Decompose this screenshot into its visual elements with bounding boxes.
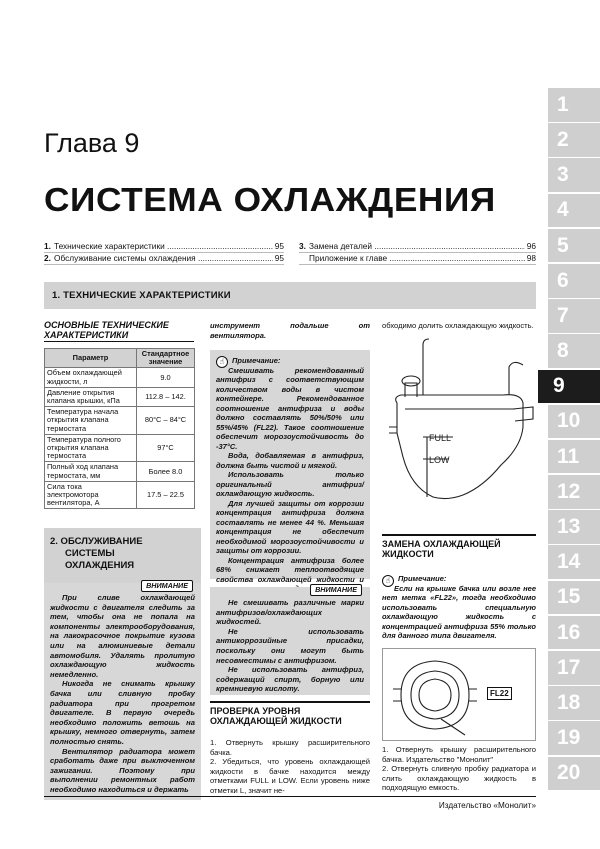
step: 2. Отвернуть сливную пробку радиатора и слить охлаждающую жидкость в подходящую емкость.	[382, 764, 536, 793]
chapter-tab-15[interactable]: 15	[548, 581, 600, 615]
toc-text: Технические характеристики .....	[54, 241, 273, 252]
warning-box-1	[44, 583, 201, 800]
bottom-rule	[44, 796, 536, 797]
chapter-tab-12[interactable]: 12	[548, 475, 600, 509]
table-row	[45, 407, 195, 435]
value-cell: 112.8 – 142.	[137, 387, 195, 406]
chapter-tab-18[interactable]: 18	[548, 686, 600, 720]
coolant-replace-heading: ЗАМЕНА ОХЛАЖДАЮЩЕЙ ЖИДКОСТИ	[382, 534, 536, 559]
chapter-tab-5[interactable]: 5	[548, 229, 600, 263]
warning-text: Не использовать антикоррозийные присадки, поскольку они могут быть несовместимы с антифризом.	[216, 626, 364, 665]
section-heading-maintenance	[44, 528, 201, 586]
coolant-replace-steps	[382, 745, 536, 793]
chapter-tab-7[interactable]: 7	[548, 299, 600, 333]
toc-num: 1.	[44, 241, 51, 251]
chapter-tab-1[interactable]: 1	[548, 88, 600, 122]
chapter-tab-3[interactable]: 3	[548, 158, 600, 192]
section2-line: ОХЛАЖДЕНИЯ	[65, 560, 135, 571]
toc-right	[299, 241, 536, 265]
col2-intro: инструмент подальше от вентилятора.	[210, 321, 370, 340]
col-param: Параметр	[45, 349, 137, 368]
table-row	[45, 434, 195, 462]
warning-label: ВНИМАНИЕ	[141, 580, 193, 592]
chapter-tabs	[548, 88, 600, 792]
specs-table	[44, 348, 195, 509]
toc-item[interactable]	[299, 253, 536, 265]
coolant-check-steps	[210, 738, 370, 796]
note-text: Если на крышке бачка или возле нее нет метка «FL22», тогда необходимо использовать специальную охлаждающую жидкость с концентрацией антифриза 55% только для данного типа двигателя.	[382, 583, 536, 640]
table-row	[45, 462, 195, 481]
value-cell: 97°С	[137, 434, 195, 462]
chapter-label: Глава 9	[44, 128, 140, 158]
step: 2. Убедиться, что уровень охлаждающей жидкости в бачке находится между отметками FULL и LOW. Если уровень ниже отметки L, значит не-	[210, 757, 370, 795]
page-title: СИСТЕМА ОХЛАЖДЕНИЯ	[44, 181, 496, 218]
param-cell: Объем охлаждающей жидкости, л	[45, 368, 137, 387]
tank-full-mark: FULL	[429, 433, 452, 443]
value-cell: 17.5 – 22.5	[137, 481, 195, 509]
toc-page: 98	[526, 253, 536, 263]
note-box-2	[382, 574, 536, 641]
chapter-tab-6[interactable]: 6	[548, 264, 600, 298]
section2-line: 2. ОБСЛУЖИВАНИЕ	[50, 536, 143, 547]
expansion-tank-illustration	[383, 337, 537, 525]
chapter-tab-13[interactable]: 13	[548, 510, 600, 544]
note-text: Использовать только оригинальный антифриз/охлаждающую жидкость.	[216, 470, 364, 498]
chapter-tab-11[interactable]: 11	[548, 440, 600, 474]
warning-label: ВНИМАНИЕ	[310, 584, 362, 596]
toc-text: Приложение к главе .....	[309, 253, 525, 264]
radiator-cap-illustration	[382, 648, 536, 741]
section2-line: СИСТЕМЫ	[65, 548, 115, 559]
toc-num	[299, 253, 309, 264]
chapter-tab-2[interactable]: 2	[548, 123, 600, 157]
step: 1. Отвернуть крышку расширительного бачка.	[210, 738, 370, 757]
fl22-mark: FL22	[487, 687, 512, 700]
chapter-tab-4[interactable]: 4	[548, 194, 600, 228]
param-cell: Сила тока электромотора вентилятора, А	[45, 481, 137, 509]
hand-icon: ☝	[216, 356, 228, 368]
param-cell: Полный ход клапана термостата, мм	[45, 462, 137, 481]
warning-text: Не использовать антифриз, содержащий спирт, борную или кремниевую кислоту.	[216, 665, 364, 694]
value-cell: Более 8.0	[137, 462, 195, 481]
specs-heading: ОСНОВНЫЕ ТЕХНИЧЕСКИЕ ХАРАКТЕРИСТИКИ	[44, 320, 194, 342]
chapter-tab-9[interactable]: 9	[538, 370, 600, 404]
toc-item[interactable]	[44, 241, 284, 253]
warning-text: При сливе охлаждающей жидкости с двигателя следить за тем, чтобы она не попала на компоненты электрооборудования, на лакокрасочное покрытие кузова или на алюминиевые детали автомобиля. Удалять пролитую охлаждающую жидкость немедленно.	[50, 593, 195, 679]
table-row	[45, 368, 195, 387]
cap-drawing	[383, 649, 535, 740]
toc-num: 2.	[44, 253, 51, 263]
col3-intro: обходимо долить охлаждающую жидкость.	[382, 321, 534, 330]
col-value: Стандартное значение	[137, 349, 195, 368]
coolant-check-heading: ПРОВЕРКА УРОВНЯ ОХЛАЖДАЮЩЕЙ ЖИДКОСТИ	[210, 701, 370, 726]
toc-page: 96	[526, 241, 536, 251]
table-row	[45, 481, 195, 509]
note-box-1	[210, 350, 370, 584]
toc-num: 3.	[299, 241, 306, 251]
note-label: Примечание:	[232, 356, 281, 365]
chapter-tab-8[interactable]: 8	[548, 334, 600, 368]
toc-item[interactable]	[44, 253, 284, 265]
toc-text: Замена деталей .....	[309, 241, 525, 252]
chapter-tab-16[interactable]: 16	[548, 616, 600, 650]
table-row	[45, 387, 195, 406]
note-label: Примечание:	[398, 574, 447, 583]
toc-page: 95	[274, 253, 284, 263]
chapter-tab-19[interactable]: 19	[548, 721, 600, 755]
note-text: Вода, добавляемая в антифриз, должна быть чистой и мягкой.	[216, 451, 364, 470]
chapter-tab-20[interactable]: 20	[548, 757, 600, 791]
chapter-tab-10[interactable]: 10	[548, 405, 600, 439]
warning-text: Вентилятор радиатора может сработать даже при выключенном зажигании. Поэтому при выполнении ремонтных работ необходимо находиться и держать	[50, 746, 195, 794]
note-text: Концентрация антифриза более 68% снижает теплоотводящие свойства охлаждающей жидкости и	[216, 555, 364, 584]
note-text: Для лучшей защиты от коррозии концентрация антифриза должна составлять не менее 44 %. Меньшая концентрация не обеспечит необходимой морозоустойчивости и защиты от коррозии.	[216, 498, 364, 555]
param-cell: Температура начала открытия клапана термостата	[45, 407, 137, 435]
warning-text: Не смешивать различные марки антифризов/охлаждающих жидкостей.	[216, 598, 364, 627]
section-heading-specs: 1. ТЕХНИЧЕСКИЕ ХАРАКТЕРИСТИКИ	[44, 282, 536, 309]
warning-box-2	[210, 587, 370, 695]
tank-low-mark: LOW	[429, 455, 450, 465]
chapter-tab-17[interactable]: 17	[548, 651, 600, 685]
hand-icon: ☝	[382, 575, 394, 587]
step: 1. Отвернуть крышку расширительного бачка. Издательство "Монолит"	[382, 745, 536, 764]
toc-left	[44, 241, 284, 265]
toc-item[interactable]	[299, 241, 536, 253]
toc-text: Обслуживание системы охлаждения .....	[54, 253, 273, 264]
value-cell: 9.0	[137, 368, 195, 387]
warning-text: Никогда не снимать крышку бачка или сливную пробку радиатора при прогретом двигателе. В первую очередь необходимо положить ветошь на крышку, немного отвернуть, затем полностью снять.	[50, 679, 195, 746]
chapter-tab-14[interactable]: 14	[548, 545, 600, 579]
note-text: Смешивать рекомендованный антифриз с соответствующим количеством воды в чистом контейнере. Рекомендованное соотношение антифриза и воды должно составлять 50%/50% или 55%/45% (FL22). Такое соотношение обеспечит морозоустойчивость до -37°С.	[216, 365, 364, 451]
value-cell: 80°С – 84°С	[137, 407, 195, 435]
param-cell: Давление открытия клапана крышки, кПа	[45, 387, 137, 406]
toc-page: 95	[274, 241, 284, 251]
param-cell: Температура полного открытия клапана термостата	[45, 434, 137, 462]
publisher: Издательство «Монолит»	[438, 801, 536, 810]
